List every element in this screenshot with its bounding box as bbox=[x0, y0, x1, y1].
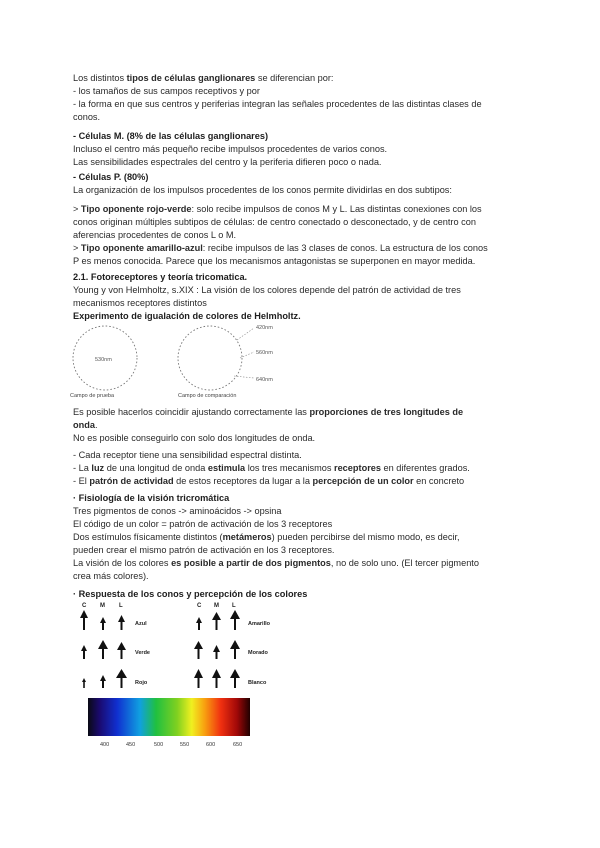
fisiologia-line-1: Tres pigmentos de conos -> aminoácidos -> opsina bbox=[73, 506, 282, 516]
rojo-verde-line-1: > Tipo oponente rojo-verde: solo recibe impulsos de conos M y L. Las distintas conexiones con los bbox=[73, 204, 482, 214]
fisiologia-line-3: Dos estímulos físicamente distintos (metámeros) pueden percibirse del mismo modo, es decir, bbox=[73, 532, 460, 542]
test-field-wavelength: 530nm bbox=[95, 357, 112, 363]
intro-line-1: Los distintos tipos de células ganglionares se diferencian por: bbox=[73, 73, 334, 83]
right-cone-label-m: M bbox=[214, 603, 219, 609]
celulas-p-heading: - Células P. (80%) bbox=[73, 172, 149, 182]
right-cone-label-c: C bbox=[197, 603, 202, 609]
pointer-560 bbox=[240, 352, 254, 358]
fisiologia-line-4: pueden crear el mismo patrón de activación en los 3 receptores. bbox=[73, 545, 335, 555]
amarillo-arrows bbox=[196, 610, 240, 630]
tick-450: 450 bbox=[126, 742, 136, 748]
wavelength-420: 420nm bbox=[256, 325, 273, 331]
fisiologia-heading: · Fisiología de la visión tricromática bbox=[73, 493, 230, 503]
cone-response-figure bbox=[70, 598, 300, 753]
celulas-p-line-1: La organización de los impulsos procedentes de los conos permite dividirlas en dos subtipos: bbox=[73, 185, 452, 195]
rojo-arrows bbox=[82, 669, 127, 688]
celulas-m-line-1: Incluso el centro más pequeño recibe impulsos procedentes de varios conos. bbox=[73, 144, 388, 154]
amarillo-azul-line-2: P es menos conocida. Parece que los mecanismos antagonistas se superponen en mayor medida. bbox=[73, 256, 476, 266]
right-cone-label-l: L bbox=[232, 603, 236, 609]
matching-bullet-3: - El patrón de actividad de estos receptores da lugar a la percepción de un color en concreto bbox=[73, 476, 465, 486]
test-field-caption: Campo de prueba bbox=[70, 393, 115, 399]
color-morado: Morado bbox=[248, 650, 268, 656]
tick-600: 600 bbox=[206, 742, 216, 748]
intro-line-4: conos. bbox=[73, 112, 101, 122]
experiment-heading: Experimento de igualación de colores de Helmholtz. bbox=[73, 311, 301, 321]
color-rojo: Rojo bbox=[135, 680, 148, 686]
respuesta-heading: · Respuesta de los conos y percepción de los colores bbox=[73, 589, 308, 599]
color-verde: Verde bbox=[135, 650, 150, 656]
matching-line-2: onda. bbox=[73, 420, 98, 430]
fisiologia-line-6: crea más colores). bbox=[73, 571, 149, 581]
rojo-verde-line-3: aferencias procedentes de conos L o M. bbox=[73, 230, 237, 240]
fisiologia-line-5: La visión de los colores es posible a partir de dos pigmentos, no de solo uno. (El tercer pigmento bbox=[73, 558, 479, 568]
left-cone-label-m: M bbox=[100, 603, 105, 609]
celulas-m-line-2: Las sensibilidades espectrales del centro y la periferia difieren poco o nada. bbox=[73, 157, 382, 167]
tick-400: 400 bbox=[100, 742, 110, 748]
comparison-field-caption: Campo de comparación bbox=[178, 393, 237, 399]
fisiologia-line-2: El código de un color = patrón de activación de los 3 receptores bbox=[73, 519, 333, 529]
matching-bullet-2: - La luz de una longitud de onda estimula los tres mecanismos receptores en diferentes grados. bbox=[73, 463, 470, 473]
celulas-m-heading: - Células M. (8% de las células ganglionares) bbox=[73, 131, 269, 141]
pointer-640 bbox=[234, 376, 254, 378]
blanco-arrows bbox=[194, 669, 240, 688]
color-amarillo: Amarillo bbox=[248, 621, 271, 627]
left-cone-label-c: C bbox=[82, 603, 87, 609]
tick-550: 550 bbox=[180, 742, 190, 748]
matching-line-3: No es posible conseguirlo con solo dos longitudes de onda. bbox=[73, 433, 316, 443]
matching-line-1: Es posible hacerlos coincidir ajustando correctamente las proporciones de tres longitudes de bbox=[73, 407, 464, 417]
verde-arrows bbox=[81, 640, 126, 659]
amarillo-azul-line-1: > Tipo oponente amarillo-azul: recibe impulsos de las 3 clases de conos. La estructura de los conos bbox=[73, 243, 488, 253]
azul-arrows bbox=[80, 610, 125, 630]
comparison-field-circle bbox=[178, 326, 242, 390]
pointer-420 bbox=[237, 328, 254, 340]
tick-500: 500 bbox=[154, 742, 164, 748]
helmholtz-figure bbox=[62, 320, 322, 400]
left-cone-label-l: L bbox=[119, 603, 123, 609]
section-21-line-2: mecanismos receptores distintos bbox=[73, 298, 207, 308]
wavelength-560: 560nm bbox=[256, 350, 273, 356]
color-blanco: Blanco bbox=[248, 680, 267, 686]
section-21-line-1: Young y von Helmholtz, s.XIX : La visión de los colores depende del patrón de actividad de tres bbox=[73, 285, 461, 295]
wavelength-640: 640nm bbox=[256, 377, 273, 383]
visible-spectrum-bar bbox=[88, 698, 250, 736]
section-21-heading: 2.1. Fotoreceptores y teoría tricomatica. bbox=[73, 272, 248, 282]
matching-bullet-1: - Cada receptor tiene una sensibilidad espectral distinta. bbox=[73, 450, 302, 460]
color-azul: Azul bbox=[135, 621, 147, 627]
intro-line-2: - los tamaños de sus campos receptivos y por bbox=[73, 86, 260, 96]
tick-650: 650 bbox=[233, 742, 243, 748]
morado-arrows bbox=[194, 640, 240, 659]
rojo-verde-line-2: conos originan múltiples subtipos de células: de centro conectado o desconectado, y de centro con bbox=[73, 217, 476, 227]
intro-line-3: - la forma en que sus centros y periferias integran las señales procedentes de las distintas clases de bbox=[73, 99, 482, 109]
